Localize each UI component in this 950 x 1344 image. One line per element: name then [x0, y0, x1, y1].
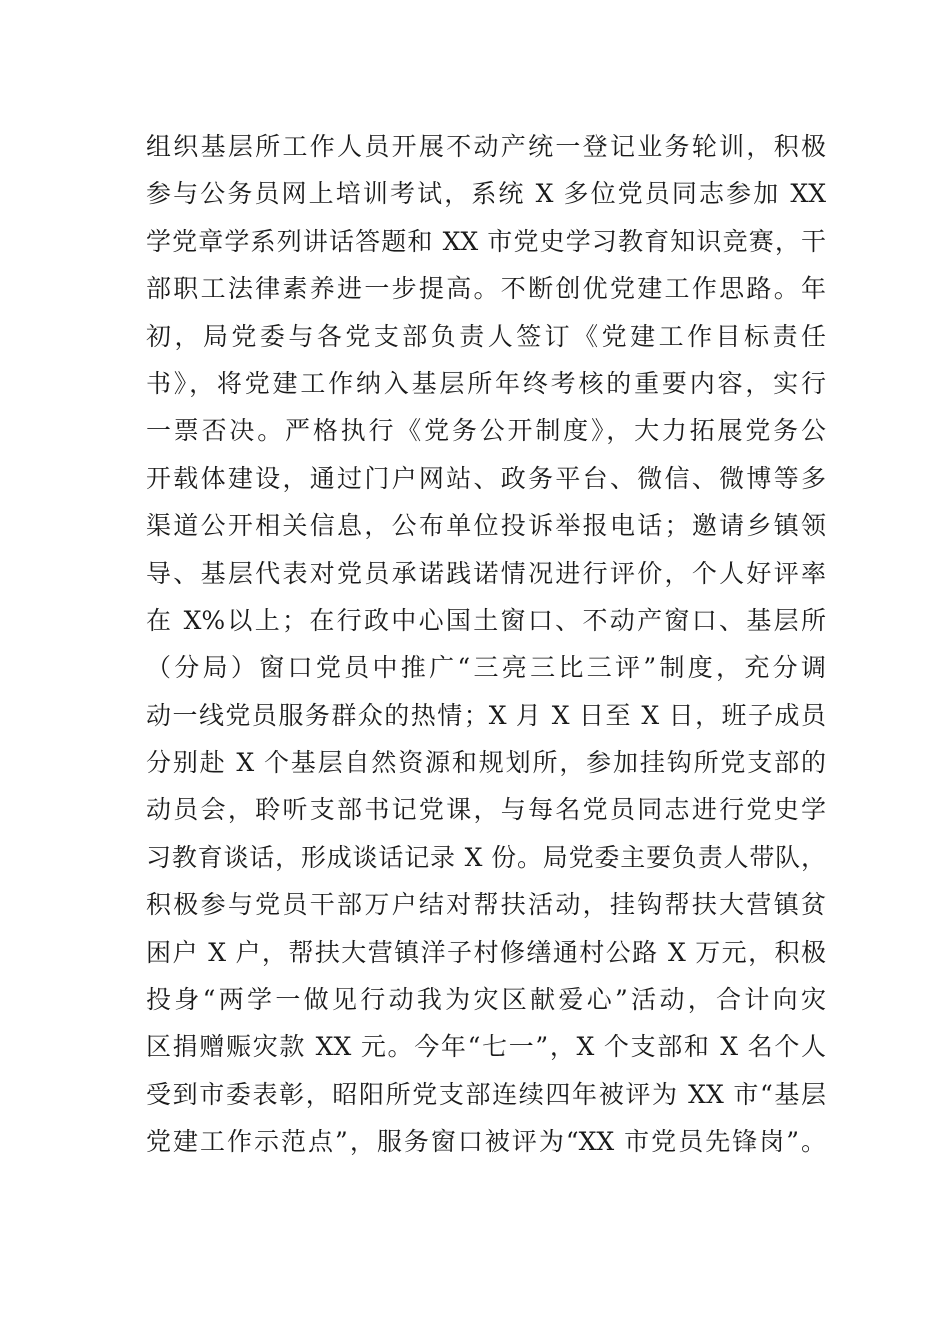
paragraph-line-18: 困户 X 户，帮扶大营镇洋子村修缮通村公路 X 万元，积极 — [146, 937, 826, 967]
paragraph-line-15: 动员会，聆听支部书记党课，与每名党员同志进行党史学 — [146, 795, 826, 825]
paragraph-line-10: 导、基层代表对党员承诺践诺情况进行评价，个人好评率 — [146, 558, 826, 588]
paragraph-line-16: 习教育谈话，形成谈话记录 X 份。局党委主要负责人带队， — [146, 842, 826, 872]
paragraph-line-14: 分别赴 X 个基层自然资源和规划所，参加挂钩所党支部的 — [146, 748, 826, 778]
paragraph-line-8: 开载体建设，通过门户网站、政务平台、微信、微博等多 — [146, 463, 826, 493]
paragraph-line-19: 投身“两学一做见行动我为灾区献爱心”活动，合计向灾 — [146, 985, 826, 1015]
paragraph-line-11: 在 X%以上；在行政中心国土窗口、不动产窗口、基层所 — [146, 605, 826, 635]
paragraph-line-22: 党建工作示范点”，服务窗口被评为“XX 市党员先锋岗”。 — [146, 1127, 826, 1157]
paragraph-line-12: （分局）窗口党员中推广“三亮三比三评”制度，充分调 — [146, 653, 826, 683]
paragraph-line-3: 学党章学系列讲话答题和 XX 市党史学习教育知识竞赛，干 — [146, 226, 826, 256]
paragraph-line-9: 渠道公开相关信息，公布单位投诉举报电话；邀请乡镇领 — [146, 511, 826, 541]
paragraph-line-7: 一票否决。严格执行《党务公开制度》，大力拓展党务公 — [146, 416, 826, 446]
paragraph-line-4: 部职工法律素养进一步提高。不断创优党建工作思路。年 — [146, 274, 826, 304]
body-paragraph — [146, 123, 826, 1166]
paragraph-line-13: 动一线党员服务群众的热情；X 月 X 日至 X 日，班子成员 — [146, 700, 826, 730]
paragraph-line-2: 参与公务员网上培训考试，系统 X 多位党员同志参加 XX — [146, 179, 826, 209]
paragraph-line-5: 初，局党委与各党支部负责人签订《党建工作目标责任 — [146, 321, 826, 351]
paragraph-line-21: 受到市委表彰，昭阳所党支部连续四年被评为 XX 市“基层 — [146, 1079, 826, 1109]
paragraph-line-1: 组织基层所工作人员开展不动产统一登记业务轮训，积极 — [146, 132, 826, 161]
paragraph-line-17: 积极参与党员干部万户结对帮扶活动，挂钩帮扶大营镇贫 — [146, 890, 826, 920]
paragraph-line-20: 区捐赠赈灾款 XX 元。今年“七一”，X 个支部和 X 名个人 — [146, 1032, 826, 1062]
paragraph-line-6: 书》，将党建工作纳入基层所年终考核的重要内容，实行 — [146, 368, 826, 398]
